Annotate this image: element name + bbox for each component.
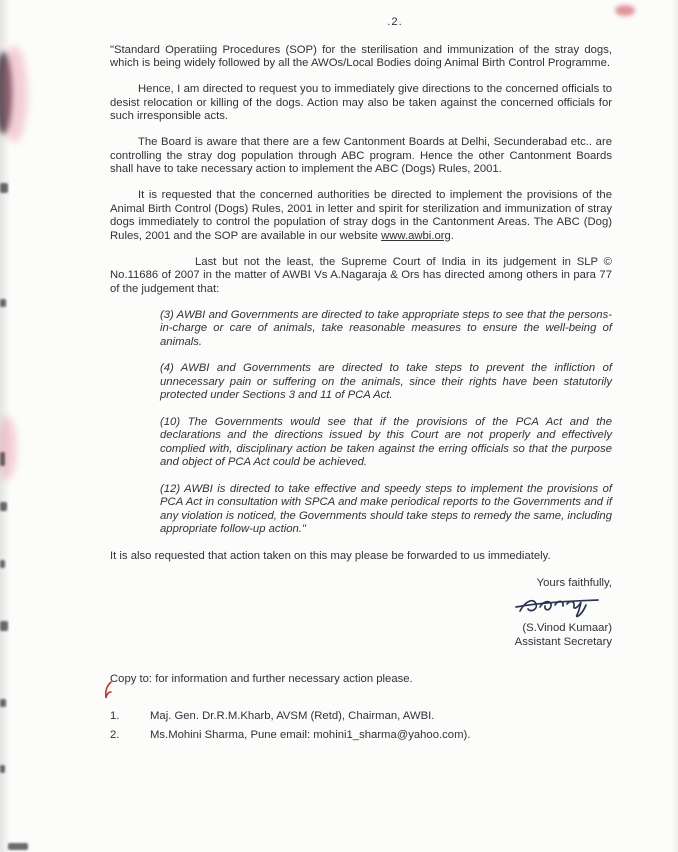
paragraph-cantonment-boards: The Board is aware that there are a few Cantonment Boards at Delhi, Secunderabad etc.. are controlling the stray dog population through ABC program. Hence the other Cantonment Boards shall have to take necessary action to implement the ABC (Dogs) Rules, 2001. bbox=[110, 136, 612, 175]
letter-body bbox=[110, 16, 612, 747]
copy-to-block bbox=[110, 673, 612, 743]
judgement-quote-12: (12) AWBI is directed to take effective and speedy steps to implement the provisions of PCA Act in consultation with SPCA and make periodical reports to the Governments and if any violation is noticed, the Governments should take steps to remedy the same, including appropriate follow-up action." bbox=[160, 482, 612, 535]
valediction: Yours faithfully, bbox=[536, 576, 612, 589]
closing-block bbox=[110, 576, 612, 649]
scan-smudge bbox=[0, 416, 16, 480]
copy-to-heading: Copy to: for information and further necessary action please. bbox=[110, 672, 413, 685]
copy-to-item bbox=[110, 710, 612, 724]
judgement-quote-10: (10) The Governments would see that if the provisions of the PCA Act and the declarations and the directions issued by this Court are not properly and effectively complied with, disciplinary action be taken against the erring officials so that the purpose and object of PCA Act could be achieved. bbox=[160, 415, 612, 468]
red-pen-mark bbox=[99, 680, 115, 702]
copy-to-item-text: Maj. Gen. Dr.R.M.Kharb, AVSM (Retd), Chairman, AWBI. bbox=[150, 710, 435, 722]
copy-to-item-number: 2. bbox=[110, 728, 120, 741]
paragraph-sop: "Standard Operatiing Procedures (SOP) for the sterilisation and immunization of the stray dogs, which is being widely followed by all the AWOs/Local Bodies doing Animal Birth Control Programme. bbox=[110, 43, 612, 69]
paragraph-directions: Hence, I am directed to request you to immediately give directions to the concerned officials to desist relocation or killing of the dogs. Action may also be taken against the concerned officials for such irresponsible acts. bbox=[110, 83, 612, 122]
copy-to-item bbox=[110, 729, 612, 743]
scan-smudge bbox=[0, 299, 6, 307]
scan-smudge bbox=[0, 621, 8, 631]
scan-smudge bbox=[0, 52, 12, 134]
judgement-quote-4: (4) AWBI and Governments are directed to take steps to prevent the infliction of unnecessary pain or suffering on the animals, since their rights have been statutorily protected under Sections 3 and 11 of PCA Act. bbox=[160, 362, 612, 401]
paragraph-abc-rules-period: . bbox=[450, 229, 454, 242]
scan-smudge bbox=[0, 699, 6, 707]
page-number: .2. bbox=[387, 16, 403, 28]
signatory-title: Assistant Secretary bbox=[514, 635, 612, 648]
copy-to-item-number: 1. bbox=[110, 710, 120, 722]
judgement-quote-3: (3) AWBI and Governments are directed to take appropriate steps to see that the persons-in-charge or care of animals, take reasonable measures to ensure the well-being of animals. bbox=[160, 308, 612, 348]
paragraph-abc-rules bbox=[110, 189, 612, 243]
scan-smudge bbox=[0, 183, 8, 193]
paragraph-abc-rules-text: It is requested that the concerned authorities be directed to implement the provisions of the Animal Birth Control (Dogs) Rules, 2001 in letter and spirit for sterilization and immunization of stray dogs immediately to control the population of stray dogs in the Cantonment Areas. The ABC (Dog) Rules, 2001 and the SOP are available in our website bbox=[110, 189, 612, 242]
scan-smudge bbox=[1, 46, 27, 142]
signatory-name: (S.Vinod Kumaar) bbox=[522, 621, 612, 634]
scan-smudge bbox=[0, 502, 7, 511]
scan-smudge bbox=[0, 452, 5, 466]
paragraph-supreme-court: Last but not the least, the Supreme Court of India in its judgement in SLP © No.11686 of 2007 in the matter of AWBI Vs A.Nagaraja & Ors has directed among others in para 77 of the judgement that: bbox=[110, 255, 612, 295]
signature-scribble bbox=[514, 592, 602, 620]
awbi-website-link: www.awbi.org bbox=[381, 229, 451, 242]
scan-smudge bbox=[0, 765, 5, 773]
scan-smudge bbox=[615, 5, 635, 16]
copy-to-item-text: Ms.Mohini Sharma, Pune email: mohini1_sharma@yahoo.com). bbox=[150, 728, 471, 741]
scan-smudge bbox=[8, 843, 28, 850]
scan-smudge bbox=[0, 560, 5, 568]
paragraph-action-request: It is also requested that action taken on this may please be forwarded to us immediately. bbox=[110, 549, 551, 562]
